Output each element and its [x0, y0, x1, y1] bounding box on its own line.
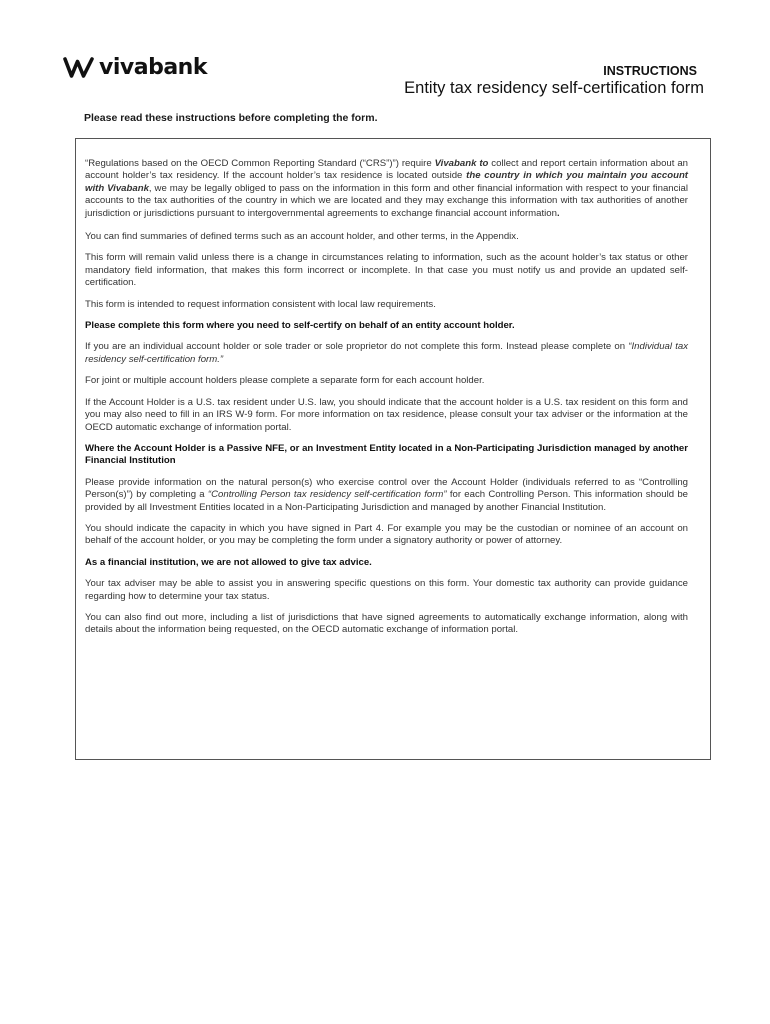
individual-form-name: “Individual tax residency self-certification form.” [85, 341, 689, 365]
lead-instruction: Please read these instructions before completing the form. [84, 112, 378, 124]
instructions-label: INSTRUCTIONS [603, 64, 697, 78]
brand-logo [62, 55, 207, 80]
controlling-text-2: for each Controlling Person. This information should be provided by all Investment Entities located in a Non-Participating Jurisdiction and managed by another Financial Institution. [85, 489, 688, 513]
more-info-paragraph: You can also find out more, including a list of jurisdictions that have signed agreements to automatically exchange information, along with details about the information being requested, on the OECD automatic exchange of information portal. [85, 611, 688, 636]
tax-advice-heading: As a financial institution, we are not allowed to give tax advice. [85, 556, 372, 568]
form-title: Entity tax residency self-certification form [404, 79, 704, 97]
capacity-paragraph: You should indicate the capacity in which you have signed in Part 4. For example you may be the custodian or nominee of an account on behalf of the account holder, or you may be completing the form under a signatory authority or power of attorney. [85, 522, 688, 547]
passive-nfe-heading: Where the Account Holder is a Passive NFE, or an Investment Entity located in a Non-Participating Jurisdiction managed by another Financial Institution [85, 442, 688, 467]
intro-paragraph [85, 158, 688, 220]
instructions-box [75, 138, 711, 760]
intro-text-3: , we may be legally obliged to pass on the information in this form and other financial information with respect to your financial accounts to the tax authorities of the country in which we are located and they may exchange this information with tax authorities of another jurisdiction or jurisdictions pursuant to intergovernmental agreements to exchange financial account information [85, 182, 689, 219]
us-resident-paragraph: If the Account Holder is a U.S. tax resident under U.S. law, you should indicate that the account holder is a U.S. tax resident on this form and you may also need to fill in an IRS W-9 form. For more information on tax residence, please consult your tax adviser or the information at the OECD automatic exchange of information portal. [85, 396, 688, 433]
controlling-form-name: “Controlling Person tax residency self-certification form” [207, 489, 447, 501]
intro-bank-bold: Vivabank to [434, 158, 489, 169]
summaries-paragraph: You can find summaries of defined terms such as an account holder, and other terms, in the Appendix. [85, 231, 519, 243]
intro-text-2: collect and report certain information about an account holder’s tax residency. If the account holder’s tax residence is located outside [85, 158, 688, 182]
controlling-text-1: Please provide information on the natural person(s) who exercise control over the Account Holder (individuals referred to as “Controlling Person(s)”) by completing a [85, 476, 688, 501]
intro-end: . [556, 207, 560, 219]
joint-paragraph: For joint or multiple account holders please complete a separate form for each account holder. [85, 375, 485, 387]
intro-text-1: “Regulations based on the OECD Common Reporting Standard (“CRS”)”) require [85, 158, 435, 169]
tax-adviser-paragraph: Your tax adviser may be able to assist you in answering specific questions on this form. Your domestic tax authority can provide guidance regarding how to determine your tax status. [85, 578, 688, 602]
vivabank-logo-icon [62, 56, 96, 80]
local-law-paragraph: This form is intended to request information consistent with local law requirements. [85, 298, 436, 310]
individual-text: If you are an individual account holder or sole trader or sole proprietor do not complete this form. Instead please complete on [85, 341, 629, 353]
entity-heading: Please complete this form where you need to self-certify on behalf of an entity account holder. [85, 320, 515, 332]
brand-name: vivabank [99, 55, 207, 80]
validity-paragraph: This form will remain valid unless there is a change in circumstances relating to information, such as the acount holder’s tax status or other mandatory field information, that makes this form incorrect or incomplete. In that case you must notify us and provide an updated self-certification. [85, 252, 688, 289]
individual-paragraph [85, 341, 688, 366]
intro-country-bold: the country in which you maintain you account with Vivabank [85, 170, 689, 194]
controlling-person-paragraph [85, 477, 688, 514]
